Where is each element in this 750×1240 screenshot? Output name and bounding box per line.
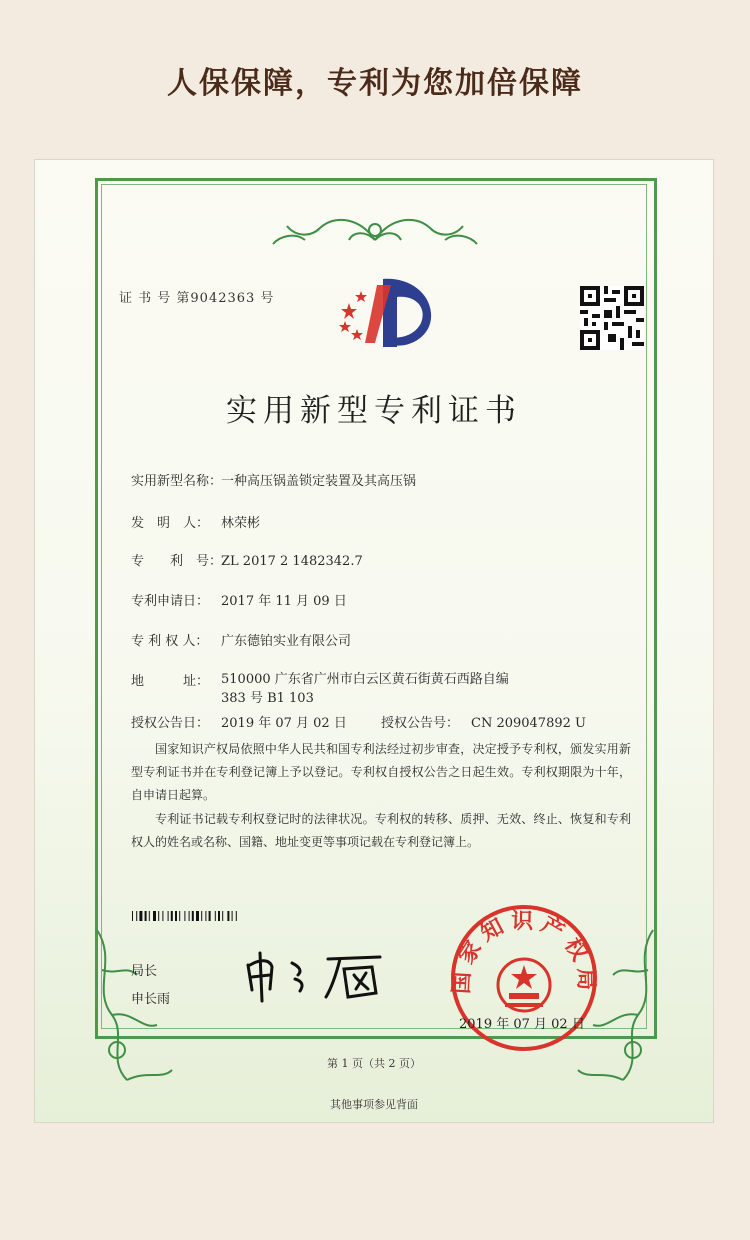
certificate-number: 证 书 号 第9042363 号	[119, 291, 275, 306]
field-value: 林荣彬	[221, 516, 261, 531]
barcode-bar	[189, 911, 190, 921]
svg-text:国家知识产权局	[449, 909, 598, 996]
page-headline: 人保保障，专利为您加倍保障	[167, 66, 583, 101]
field-patent-number	[131, 550, 363, 569]
top-ornament-icon	[265, 210, 485, 248]
field-value: CN 209047892 U	[471, 716, 586, 731]
director-signature-icon	[240, 945, 390, 1005]
barcode-bar	[175, 911, 177, 921]
barcode-bar	[218, 911, 220, 921]
barcode-bar	[222, 911, 223, 921]
barcode-bar	[236, 911, 237, 921]
barcode-bar	[227, 911, 229, 921]
barcode-bar	[158, 911, 159, 921]
field-value: 2017 年 11 月 09 日	[221, 594, 347, 609]
barcode-bar	[215, 911, 216, 921]
field-label: 实用新型名称：	[131, 474, 223, 489]
field-utility-model-name	[131, 470, 416, 489]
director-title: 局长	[131, 964, 158, 979]
field-label: 授权公告日：	[131, 716, 210, 731]
barcode-bar	[232, 911, 233, 921]
field-value: 一种高压锅盖锁定装置及其高压锅	[221, 474, 417, 489]
barcode-bar	[145, 911, 147, 921]
field-value: 广东德铂实业有限公司	[221, 634, 352, 649]
field-label: 发 明 人：	[131, 516, 210, 531]
patent-office-logo-icon	[335, 273, 435, 353]
field-value: 510000 广东省广州市白云区黄石街黄石西路自编 383 号 B1 103	[221, 672, 509, 706]
barcode-bar	[162, 911, 163, 921]
barcode-bar	[149, 911, 150, 921]
field-inventor	[131, 512, 260, 531]
field-label: 专 利 权 人：	[131, 634, 209, 649]
barcode-bar	[136, 911, 137, 921]
field-label: 授权公告号：	[381, 716, 460, 731]
seal-text: 国家知识产权局	[449, 909, 599, 997]
director-name: 申长雨	[131, 992, 171, 1007]
barcode-bar	[179, 911, 180, 921]
field-label: 专 利 号：	[131, 554, 223, 569]
field-label: 专利申请日：	[131, 594, 210, 609]
field-label: 地 址：	[131, 674, 210, 689]
barcode-bar	[168, 911, 169, 921]
barcode-bar	[209, 911, 211, 921]
field-grant-number	[381, 712, 586, 731]
field-patentee	[131, 630, 351, 649]
field-value: 2019 年 07 月 02 日	[221, 716, 347, 731]
barcode-bar	[196, 911, 199, 921]
seal-date: 2019 年 07 月 02 日	[459, 1017, 585, 1032]
field-address	[131, 670, 531, 708]
barcode-bar	[132, 911, 133, 921]
barcode-icon	[132, 911, 292, 921]
page-number: 第 1 页（共 2 页）	[327, 1057, 421, 1070]
certificate-statement-paragraph: 国家知识产权局依照中华人民共和国专利法经过初步审查，决定授予专利权，颁发实用新型专利证书并在专利登记簿上予以登记。专利权自授权公告之日起生效。专利权期限为十年，自申请日起算。	[131, 742, 631, 802]
field-filing-date	[131, 590, 347, 609]
barcode-bar	[184, 911, 185, 921]
barcode-bar	[153, 911, 156, 921]
barcode-bar	[171, 911, 173, 921]
barcode-bar	[139, 911, 142, 921]
field-value: ZL 2017 2 1482342.7	[221, 554, 363, 569]
back-side-note: 其他事项参见背面	[330, 1098, 418, 1111]
barcode-bar	[205, 911, 206, 921]
qr-code-icon	[580, 286, 644, 350]
barcode-bar	[192, 911, 194, 921]
certificate-title: 实用新型专利证书	[226, 393, 522, 429]
field-grant-date	[131, 712, 347, 731]
patent-certificate	[35, 160, 713, 1122]
certificate-legal-paragraph: 专利证书记载专利权登记时的法律状况。专利权的转移、质押、无效、终止、恢复和专利权人的姓名或名称、国籍、地址变更等事项记载在专利登记簿上。	[131, 812, 631, 849]
barcode-bar	[201, 911, 202, 921]
